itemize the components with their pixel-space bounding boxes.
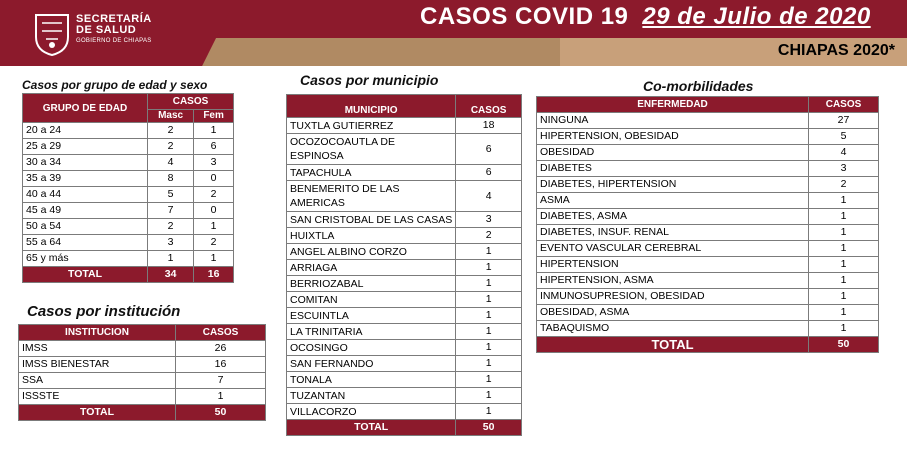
- title-text: CASOS COVID 19: [420, 3, 629, 30]
- municipality-cell: [287, 404, 456, 420]
- table-row: [287, 388, 522, 404]
- municipality-cell: [287, 372, 456, 388]
- fem-cell: 1: [194, 219, 234, 235]
- age-sex-table: [22, 93, 234, 283]
- municipality-cell: [287, 356, 456, 372]
- table-row: [23, 123, 234, 139]
- disease-cell: TABAQUISMO: [537, 321, 809, 337]
- disease-cell: DIABETES, HIPERTENSION: [537, 177, 809, 193]
- region-label: CHIAPAS 2020*: [777, 42, 895, 59]
- table-row: [537, 177, 879, 193]
- logo-line3: GOBIERNO DE CHIAPAS: [76, 38, 152, 44]
- table-row: [287, 260, 522, 276]
- municipality-name: TONALA: [290, 373, 332, 386]
- disease-cell: NINGUNA: [537, 113, 809, 129]
- municipality-name-cont: AMERICAS: [290, 197, 345, 209]
- disease-cell: HIPERTENSION: [537, 257, 809, 273]
- masc-cell: 1: [148, 251, 194, 267]
- total-row: [23, 267, 234, 283]
- table-row: [287, 324, 522, 340]
- total-value: 50: [176, 405, 266, 421]
- municipality-cell: [287, 165, 456, 181]
- cases-cell: 1: [456, 404, 522, 420]
- cases-cell: 2: [456, 228, 522, 244]
- institution-title: Casos por institución: [27, 303, 181, 320]
- table-row: [537, 129, 879, 145]
- age-group-cell: 40 a 44: [23, 187, 148, 203]
- age-group-cell: 50 a 54: [23, 219, 148, 235]
- table-row: [537, 305, 879, 321]
- masc-cell: 2: [148, 123, 194, 139]
- cases-cell: 1: [456, 292, 522, 308]
- total-label: TOTAL: [537, 337, 809, 353]
- fem-cell: 6: [194, 139, 234, 155]
- institution-cell: IMSS: [19, 341, 176, 357]
- header-banner: [0, 0, 907, 66]
- fem-cell: 0: [194, 171, 234, 187]
- cases-cell: 1: [809, 209, 879, 225]
- municipality-cell: [287, 324, 456, 340]
- logo-text: [76, 14, 152, 47]
- table-row: [23, 203, 234, 219]
- municipality-name: SAN CRISTOBAL DE LAS CASAS: [290, 213, 453, 226]
- cases-cell: 3: [456, 212, 522, 228]
- table-row: [537, 225, 879, 241]
- municipality-name: TUXTLA GUTIERREZ: [290, 119, 394, 132]
- total-value: 50: [456, 420, 522, 436]
- fem-cell: 1: [194, 123, 234, 139]
- table-row: [287, 244, 522, 260]
- table-row: [287, 228, 522, 244]
- table-row: [537, 209, 879, 225]
- municipality-name: ESCUINTLA: [290, 309, 349, 322]
- municipality-title: Casos por municipio: [300, 72, 439, 88]
- cases-cell: 1: [809, 241, 879, 257]
- table-row: [23, 251, 234, 267]
- disease-cell: DIABETES, ASMA: [537, 209, 809, 225]
- municipality-cell: [287, 340, 456, 356]
- disease-cell: EVENTO VASCULAR CEREBRAL: [537, 241, 809, 257]
- municipality-name: COMITAN: [290, 293, 338, 306]
- fem-cell: 0: [194, 203, 234, 219]
- municipality-cell: [287, 292, 456, 308]
- cases-cell: 1: [809, 305, 879, 321]
- municipality-cell: [287, 308, 456, 324]
- municipality-cell: [287, 181, 456, 212]
- table-row: [287, 372, 522, 388]
- total-row: [537, 337, 879, 353]
- municipality-name: SAN FERNANDO: [290, 357, 374, 370]
- municipality-header: MUNICIPIO: [287, 95, 456, 118]
- table-row: [287, 212, 522, 228]
- table-row: [287, 404, 522, 420]
- table-row: [287, 276, 522, 292]
- table-row: [23, 171, 234, 187]
- fem-cell: 2: [194, 187, 234, 203]
- fem-header: Fem: [194, 110, 234, 123]
- disease-cell: OBESIDAD, ASMA: [537, 305, 809, 321]
- logo-line1: SECRETARÍA: [76, 13, 152, 25]
- table-row: [287, 181, 522, 212]
- comorbidities-table: [536, 96, 879, 353]
- cases-cell: 1: [809, 321, 879, 337]
- fem-cell: 3: [194, 155, 234, 171]
- total-row: [287, 420, 522, 436]
- municipality-name: BENEMERITO DE LAS: [290, 183, 400, 195]
- cases-cell: 1: [809, 289, 879, 305]
- total-label: TOTAL: [23, 267, 148, 283]
- cases-cell: 6: [456, 165, 522, 181]
- total-masc: 34: [148, 267, 194, 283]
- cases-cell: 1: [456, 372, 522, 388]
- cases-cell: 26: [176, 341, 266, 357]
- institution-cell: SSA: [19, 373, 176, 389]
- table-row: [19, 389, 266, 405]
- masc-header: Masc: [148, 110, 194, 123]
- title-date: 29 de Julio de 2020: [642, 3, 871, 30]
- disease-cell: OBESIDAD: [537, 145, 809, 161]
- table-row: [287, 118, 522, 134]
- cases-cell: 1: [809, 273, 879, 289]
- municipality-name: OCOSINGO: [290, 341, 348, 354]
- municipality-name: OCOZOCOAUTLA DE: [290, 136, 396, 148]
- municipality-cell: [287, 228, 456, 244]
- disease-cell: ASMA: [537, 193, 809, 209]
- age-sex-title: Casos por grupo de edad y sexo: [22, 78, 208, 92]
- disease-cell: INMUNOSUPRESION, OBESIDAD: [537, 289, 809, 305]
- table-row: [287, 134, 522, 165]
- cases-cell: 4: [456, 181, 522, 212]
- age-group-cell: 55 a 64: [23, 235, 148, 251]
- table-row: [537, 241, 879, 257]
- masc-cell: 4: [148, 155, 194, 171]
- municipality-name: TUZANTAN: [290, 389, 346, 402]
- disease-header: ENFERMEDAD: [537, 97, 809, 113]
- table-row: [537, 289, 879, 305]
- mun-cases-header: CASOS: [456, 95, 522, 118]
- total-row: [19, 405, 266, 421]
- cases-cell: 1: [456, 324, 522, 340]
- logo-line2: DE SALUD: [76, 24, 137, 36]
- coat-of-arms-icon: [32, 11, 72, 57]
- age-group-header: GRUPO DE EDAD: [23, 94, 148, 123]
- age-group-cell: 20 a 24: [23, 123, 148, 139]
- masc-cell: 5: [148, 187, 194, 203]
- cases-cell: 1: [456, 276, 522, 292]
- municipality-table: [286, 94, 522, 436]
- table-row: [23, 235, 234, 251]
- cases-cell: 6: [456, 134, 522, 165]
- table-row: [19, 357, 266, 373]
- table-row: [287, 292, 522, 308]
- municipality-cell: [287, 212, 456, 228]
- institution-table: [18, 324, 266, 421]
- total-label: TOTAL: [19, 405, 176, 421]
- inst-cases-header: CASOS: [176, 325, 266, 341]
- cases-cell: 1: [456, 244, 522, 260]
- page-title: [420, 3, 871, 31]
- table-row: [23, 187, 234, 203]
- masc-cell: 3: [148, 235, 194, 251]
- table-row: [287, 340, 522, 356]
- cases-cell: 1: [809, 193, 879, 209]
- disease-cell: DIABETES: [537, 161, 809, 177]
- municipality-cell: [287, 118, 456, 134]
- municipality-name-cont: ESPINOSA: [290, 150, 344, 162]
- table-row: [23, 155, 234, 171]
- masc-cell: 8: [148, 171, 194, 187]
- fem-cell: 1: [194, 251, 234, 267]
- table-row: [287, 308, 522, 324]
- total-fem: 16: [194, 267, 234, 283]
- table-row: [537, 161, 879, 177]
- municipality-name: ANGEL ALBINO CORZO: [290, 245, 407, 258]
- municipality-name: LA TRINITARIA: [290, 325, 363, 338]
- institution-cell: IMSS BIENESTAR: [19, 357, 176, 373]
- table-row: [537, 321, 879, 337]
- cases-cell: 1: [456, 356, 522, 372]
- table-row: [537, 193, 879, 209]
- fem-cell: 2: [194, 235, 234, 251]
- total-label: TOTAL: [287, 420, 456, 436]
- cases-cell: 1: [456, 388, 522, 404]
- cases-cell: 1: [176, 389, 266, 405]
- disease-cell: HIPERTENSION, ASMA: [537, 273, 809, 289]
- table-row: [19, 341, 266, 357]
- cases-cell: 5: [809, 129, 879, 145]
- municipality-name: HUIXTLA: [290, 229, 335, 242]
- masc-cell: 2: [148, 139, 194, 155]
- total-value: 50: [809, 337, 879, 353]
- municipality-name: VILLACORZO: [290, 405, 357, 418]
- cases-cell: 18: [456, 118, 522, 134]
- municipality-name: BERRIOZABAL: [290, 277, 364, 290]
- age-group-cell: 30 a 34: [23, 155, 148, 171]
- cases-cell: 1: [456, 308, 522, 324]
- municipality-cell: [287, 260, 456, 276]
- disease-cell: DIABETES, INSUF. RENAL: [537, 225, 809, 241]
- cases-cell: 27: [809, 113, 879, 129]
- age-group-cell: 45 a 49: [23, 203, 148, 219]
- cases-cell: 4: [809, 145, 879, 161]
- cases-cell: 1: [809, 225, 879, 241]
- municipality-cell: [287, 134, 456, 165]
- cases-cell: 1: [809, 257, 879, 273]
- masc-cell: 2: [148, 219, 194, 235]
- cases-cell: 1: [456, 260, 522, 276]
- table-row: [537, 273, 879, 289]
- masc-cell: 7: [148, 203, 194, 219]
- table-row: [287, 165, 522, 181]
- municipality-cell: [287, 388, 456, 404]
- cases-cell: 16: [176, 357, 266, 373]
- disease-cell: HIPERTENSION, OBESIDAD: [537, 129, 809, 145]
- cases-cell: 3: [809, 161, 879, 177]
- table-row: [23, 219, 234, 235]
- age-group-cell: 25 a 29: [23, 139, 148, 155]
- cases-header: CASOS: [148, 94, 234, 110]
- institution-cell: ISSSTE: [19, 389, 176, 405]
- age-group-cell: 65 y más: [23, 251, 148, 267]
- table-row: [537, 113, 879, 129]
- table-row: [23, 139, 234, 155]
- municipality-name: TAPACHULA: [290, 166, 352, 179]
- table-row: [19, 373, 266, 389]
- cases-cell: 1: [456, 340, 522, 356]
- table-row: [537, 257, 879, 273]
- cases-cell: 2: [809, 177, 879, 193]
- com-cases-header: CASOS: [809, 97, 879, 113]
- table-row: [287, 356, 522, 372]
- municipality-cell: [287, 244, 456, 260]
- cases-cell: 7: [176, 373, 266, 389]
- comorbidities-title: Co-morbilidades: [643, 78, 754, 94]
- age-group-cell: 35 a 39: [23, 171, 148, 187]
- municipality-name: ARRIAGA: [290, 261, 338, 274]
- institution-header: INSTITUCION: [19, 325, 176, 341]
- table-row: [537, 145, 879, 161]
- municipality-cell: [287, 276, 456, 292]
